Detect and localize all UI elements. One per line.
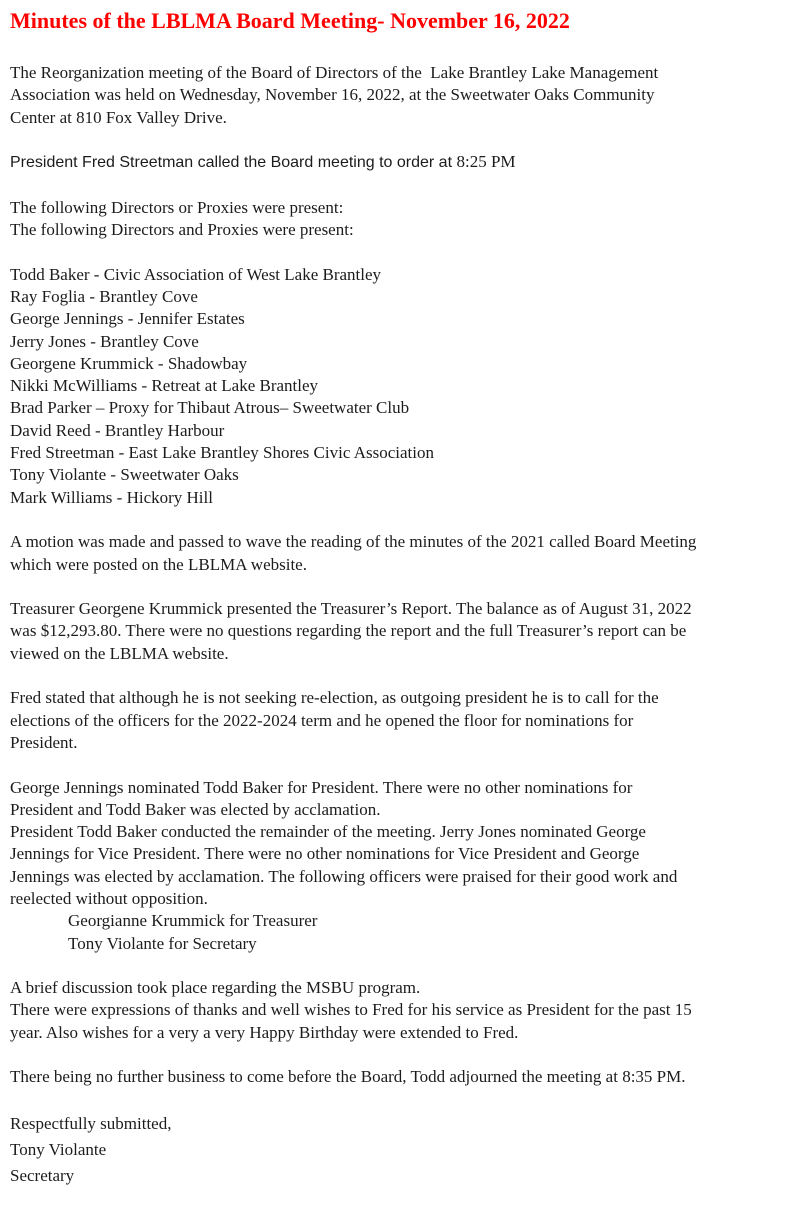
doc-line: Jerry Jones - Brantley Cove (10, 331, 199, 351)
document-title: Minutes of the LBLMA Board Meeting- November 16, 2022 (10, 8, 570, 33)
doc-line: Center at 810 Fox Valley Drive. (10, 107, 227, 127)
treasurer-report-paragraph (10, 598, 794, 665)
doc-line: Georgene Krummick - Shadowbay (10, 353, 248, 373)
doc-line: year. Also wishes for a very a very Happy Birthday were extended to Fred. (10, 1022, 519, 1042)
doc-line: Secretary (10, 1165, 75, 1185)
document-body (10, 62, 794, 1189)
doc-line: The following Directors and Proxies were present: (10, 220, 354, 240)
reelected-officers-list (10, 910, 794, 955)
directors-list (10, 264, 794, 509)
msbu-discussion-line (10, 977, 794, 999)
election-announcement-paragraph (10, 687, 794, 754)
doc-line: A brief discussion took place regarding the MSBU program. (10, 978, 421, 998)
doc-line: George Jennings nominated Todd Baker for President. There were no other nominations for (10, 777, 633, 797)
doc-line: which were posted on the LBLMA website. (10, 554, 307, 574)
intro-paragraph (10, 62, 794, 129)
doc-line: Fred stated that although he is not seeking re-election, as outgoing president he is to call for the (10, 688, 659, 708)
president-election-paragraph (10, 777, 794, 822)
doc-line: viewed on the LBLMA website. (10, 643, 229, 663)
doc-line: Fred Streetman - East Lake Brantley Shores Civic Association (10, 443, 434, 463)
signature-block (10, 1111, 794, 1189)
attendance-heading (10, 197, 794, 242)
doc-line: Nikki McWilliams - Retreat at Lake Brantley (10, 376, 319, 396)
doc-line: Jennings for Vice President. There were no other nominations for Vice President and George (10, 844, 640, 864)
doc-line: reelected without opposition. (10, 888, 208, 908)
doc-line (10, 151, 794, 174)
doc-line: Brad Parker – Proxy for Thibaut Atrous– Sweetwater Club (10, 398, 410, 418)
doc-line: was $12,293.80. There were no questions regarding the report and the full Treasurer’s report can be (10, 621, 687, 641)
thanks-paragraph (10, 999, 794, 1044)
adjournment-line (10, 1066, 794, 1088)
minutes-motion-paragraph (10, 531, 794, 576)
doc-line: Tony Violante (10, 1139, 107, 1159)
doc-line: A motion was made and passed to wave the reading of the minutes of the 2021 called Board Meeting (10, 532, 697, 552)
doc-line: elections of the officers for the 2022-2024 term and he opened the floor for nominations for (10, 710, 634, 730)
doc-line: There being no further business to come before the Board, Todd adjourned the meeting at 8:35 PM. (10, 1067, 686, 1087)
doc-line: President Todd Baker conducted the remainder of the meeting. Jerry Jones nominated George (10, 822, 646, 842)
doc-line: The following Directors or Proxies were present: (10, 197, 344, 217)
call-to-order-line (10, 151, 794, 174)
doc-line: Tony Violante for Secretary (68, 933, 257, 953)
doc-line: Respectfully submitted, (10, 1113, 172, 1133)
call-to-order-time-text: 8:25 PM (456, 152, 516, 172)
doc-line: There were expressions of thanks and well wishes to Fred for his service as President for the past 15 (10, 1000, 692, 1020)
doc-line: President and Todd Baker was elected by acclamation. (10, 799, 381, 819)
doc-line: Georgianne Krummick for Treasurer (68, 911, 318, 931)
call-to-order-sans-text: President Fred Streetman called the Board meeting to order at (10, 154, 457, 172)
doc-line: Mark Williams - Hickory Hill (10, 487, 213, 507)
doc-line: Treasurer Georgene Krummick presented the Treasurer’s Report. The balance as of August 31, 2022 (10, 599, 692, 619)
doc-line: President. (10, 732, 78, 752)
doc-line: Association was held on Wednesday, November 16, 2022, at the Sweetwater Oaks Community (10, 85, 655, 105)
doc-line: Tony Violante - Sweetwater Oaks (10, 465, 239, 485)
doc-line: George Jennings - Jennifer Estates (10, 309, 245, 329)
vice-president-election-paragraph (10, 821, 794, 910)
doc-line: David Reed - Brantley Harbour (10, 420, 225, 440)
doc-line: Jennings was elected by acclamation. The following officers were praised for their good work and (10, 866, 678, 886)
doc-line: Todd Baker - Civic Association of West Lake Brantley (10, 264, 382, 284)
doc-line: Ray Foglia - Brantley Cove (10, 286, 198, 306)
doc-line: The Reorganization meeting of the Board of Directors of the Lake Brantley Lake Management (10, 63, 659, 82)
